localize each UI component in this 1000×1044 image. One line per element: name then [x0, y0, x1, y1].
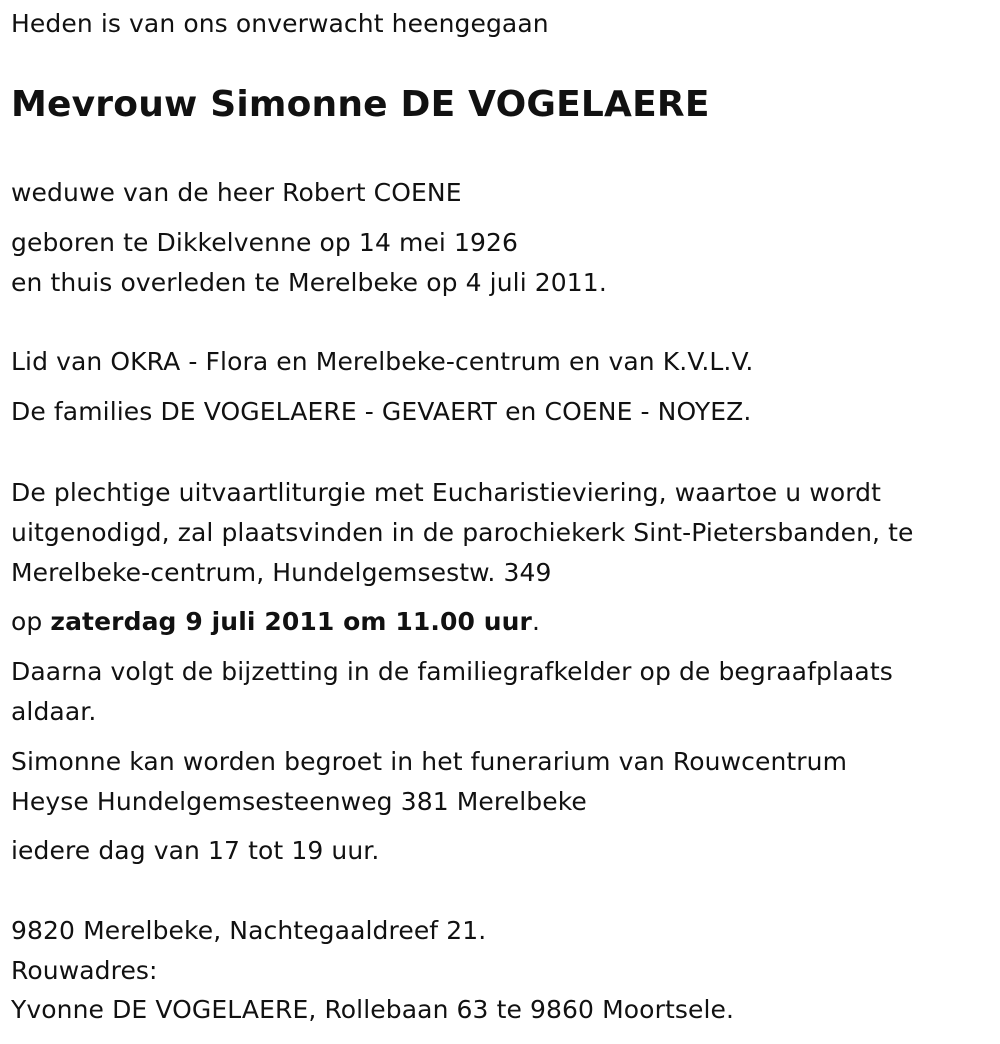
liturgy-line-3: Merelbeke-centrum, Hundelgemsestw. 349	[11, 558, 552, 587]
date-bold: zaterdag 9 juli 2011 om 11.00 uur	[50, 607, 532, 636]
membership-text: Lid van OKRA - Flora en Merelbeke-centrum en van K.V.L.V.	[11, 347, 754, 376]
date-prefix: op	[11, 607, 51, 636]
birth-text: geboren te Dikkelvenne op 14 mei 1926	[11, 228, 519, 257]
burial-line-2: aldaar.	[11, 697, 97, 726]
date-suffix: .	[531, 607, 541, 636]
home-address: 9820 Merelbeke, Nachtegaaldreef 21.	[11, 916, 487, 945]
liturgy-line-1: De plechtige uitvaartliturgie met Eucharistieviering, waartoe u wordt	[11, 478, 882, 507]
viewing-line-1: Simonne kan worden begroet in het funerarium van Rouwcentrum	[11, 747, 848, 776]
viewing-line-3: iedere dag van 17 tot 19 uur.	[11, 836, 380, 865]
families-text: De families DE VOGELAERE - GEVAERT en COENE - NOYEZ.	[11, 397, 752, 426]
ceremony-date	[11, 602, 540, 642]
mourning-address: Yvonne DE VOGELAERE, Rollebaan 63 te 9860 Moortsele.	[11, 995, 735, 1024]
deceased-name: Mevrouw Simonne DE VOGELAERE	[11, 84, 710, 125]
widow-text: weduwe van de heer Robert COENE	[11, 178, 462, 207]
intro-text: Heden is van ons onverwacht heengegaan	[11, 9, 549, 38]
viewing-line-2: Heyse Hundelgemsesteenweg 381 Merelbeke	[11, 787, 587, 816]
death-text: en thuis overleden te Merelbeke op 4 juli 2011.	[11, 268, 607, 297]
burial-line-1: Daarna volgt de bijzetting in de familiegrafkelder op de begraafplaats	[11, 657, 893, 686]
liturgy-line-2: uitgenodigd, zal plaatsvinden in de parochiekerk Sint-Pietersbanden, te	[11, 518, 914, 547]
mourning-label: Rouwadres:	[11, 956, 158, 985]
